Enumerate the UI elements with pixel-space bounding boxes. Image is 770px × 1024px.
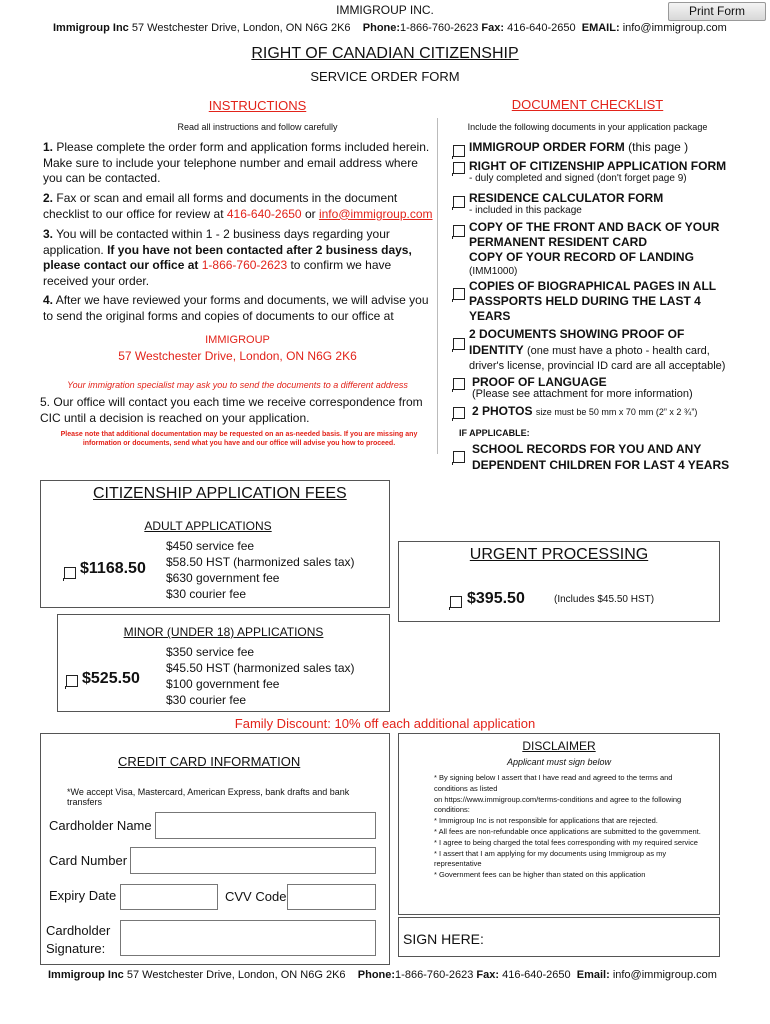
minor-fee-breakdown: $350 service fee $45.50 HST (harmonized sales tax) $100 government fee $30 courier fee (166, 645, 355, 707)
card-number-input[interactable] (130, 847, 376, 874)
checkbox-identity[interactable] (453, 338, 465, 350)
checklist-heading: DOCUMENT CHECKLIST (511, 97, 664, 112)
specialist-note: Your immigration specialist may ask you to send the documents to a different address (67, 380, 408, 390)
adult-price: $1168.50 (80, 560, 146, 577)
office-name: IMMIGROUP (205, 334, 270, 346)
checklist-item-language-note: (Please see attachment for more information) (472, 388, 693, 400)
cvv-code-label: CVV Code (225, 889, 287, 904)
checklist-item-application-note: - duly completed and signed (don't forget page 9) (469, 173, 687, 184)
checklist-item-school-records: SCHOOL RECORDS FOR YOU AND ANY DEPENDENT CHILDREN FOR LAST 4 YEARS (472, 442, 730, 473)
checkbox-language[interactable] (453, 378, 465, 390)
checkbox-adult-application[interactable] (64, 567, 76, 579)
expiry-date-input[interactable] (120, 884, 218, 910)
column-divider (437, 118, 438, 454)
checklist-item-landing-note: (IMM1000) (469, 266, 518, 277)
instructions-subheading: Read all instructions and follow carefully (177, 122, 338, 132)
payment-methods-note: *We accept Visa, Mastercard, American Express, bank drafts and bank transfers (67, 787, 350, 807)
minor-price: $525.50 (82, 670, 140, 687)
cardholder-signature-label: Cardholder Signature: (46, 923, 111, 956)
minor-applications-heading: MINOR (UNDER 18) APPLICATIONS (123, 625, 324, 639)
checklist-item-order-form: IMMIGROUP ORDER FORM (this page ) (469, 140, 689, 154)
instructions-heading: INSTRUCTIONS (208, 98, 307, 113)
instruction-step-4: 4. After we have reviewed your forms and documents, we will advise you to send the original forms and copies of documents to our office at (43, 293, 429, 323)
checkbox-pr-card[interactable] (453, 225, 465, 237)
checkbox-application-form[interactable] (453, 162, 465, 174)
instruction-step-2: 2. Fax or scan and email all forms and documents in the document checklist to our office for review at 416-640-2650 or info@immigroup.com (43, 191, 433, 221)
family-discount: Family Discount: 10% off each additional application (234, 716, 536, 731)
urgent-hst-note: (Includes $45.50 HST) (554, 594, 655, 605)
urgent-processing-heading: URGENT PROCESSING (469, 546, 649, 563)
urgent-price: $395.50 (467, 590, 525, 607)
adult-fee-breakdown: $450 service fee $58.50 HST (harmonized sales tax) $630 government fee $30 courier fee (166, 539, 355, 601)
company-name: IMMIGROUP INC. (336, 3, 434, 17)
checklist-item-identity: 2 DOCUMENTS SHOWING PROOF OF IDENTITY (one must have a photo - health card, driver's license, provincial ID card are all acceptable) (469, 327, 726, 373)
header-contact: Immigroup Inc 57 Westchester Drive, London, ON N6G 2K6 Phone:1-866-760-2623 Fax: 416-640-2650 EMAIL: info@immigroup.com (53, 22, 727, 34)
checklist-item-record-of-landing: COPY OF YOUR RECORD OF LANDING (469, 250, 694, 264)
checklist-item-language: PROOF OF LANGUAGE (472, 375, 607, 389)
instruction-step-5: 5. Our office will contact you each time we receive correspondence from CIC until a decision is reached on your application. (40, 395, 423, 425)
checkbox-school-records[interactable] (453, 451, 465, 463)
expiry-date-label: Expiry Date (49, 888, 117, 903)
disclaimer-subheading: Applicant must sign below (506, 757, 612, 767)
if-applicable-label: IF APPLICABLE: (459, 428, 530, 438)
instruction-step-3: 3. You will be contacted within 1 - 2 business days regarding your application. If you have not been contacted after 2 business days, please contact our office at 1-866-760-2623 to confirm we have received your order. (43, 227, 412, 288)
checkbox-order-form[interactable] (453, 145, 465, 157)
checkbox-residence-calculator[interactable] (453, 196, 465, 208)
checkbox-minor-application[interactable] (66, 675, 78, 687)
checklist-item-application-form: RIGHT OF CITIZENSHIP APPLICATION FORM (469, 159, 727, 173)
disclaimer-heading: DISCLAIMER (522, 739, 596, 753)
checkbox-passports[interactable] (453, 288, 465, 300)
email-link[interactable]: info@immigroup.com (318, 206, 433, 221)
print-form-button[interactable]: Print Form (668, 2, 766, 21)
cardholder-signature-input[interactable] (120, 920, 376, 956)
page-title: RIGHT OF CANADIAN CITIZENSHIP (251, 45, 519, 62)
missing-docs-note: Please note that additional documentation may be requested on an as-needed basis. If you are missing any information or documents, send what you have and our office will advise you how to proceed. (60, 431, 418, 448)
checklist-item-residence-calculator: RESIDENCE CALCULATOR FORM (469, 191, 664, 205)
cardholder-name-input[interactable] (155, 812, 376, 839)
checklist-item-photos: 2 PHOTOS size must be 50 mm x 70 mm (2” x 2 ¾”) (472, 404, 698, 418)
checkbox-urgent-processing[interactable] (450, 596, 462, 608)
checklist-item-pr-card: COPY OF THE FRONT AND BACK OF YOUR PERMANENT RESIDENT CARD (469, 220, 720, 249)
cvv-code-input[interactable] (287, 884, 376, 910)
footer-contact: Immigroup Inc 57 Westchester Drive, London, ON N6G 2K6 Phone:1-866-760-2623 Fax: 416-640-2650 Email: info@immigroup.com (48, 969, 717, 981)
sign-here-label: SIGN HERE: (403, 931, 484, 947)
cardholder-name-label: Cardholder Name (49, 818, 152, 833)
checklist-item-passports: COPIES OF BIOGRAPHICAL PAGES IN ALL PASSPORTS HELD DURING THE LAST 4 YEARS (469, 279, 716, 323)
credit-card-heading: CREDIT CARD INFORMATION (118, 754, 301, 769)
checklist-item-residence-note: - included in this package (469, 205, 582, 216)
fees-heading: CITIZENSHIP APPLICATION FEES (93, 485, 347, 502)
checklist-subheading: Include the following documents in your application package (467, 122, 708, 132)
disclaimer-terms: * By signing below I assert that I have read and agreed to the terms and conditions as listed on https://www.immigroup.com/terms-conditions and agree to the following conditions: * Immigroup Inc is not responsible for applications that are rejected. * All fees are non-refundable once applications are submitted to the government. * I agree to being charged the total fees corresponding with my required service * I assert that I am applying for my documents using Immigroup as my representative * Government fees can be higher than stated on this application (434, 773, 701, 880)
instruction-step-1: 1. Please complete the order form and application forms included herein. Make sure to include your telephone number and email address where you can be contacted. (43, 140, 430, 186)
adult-applications-heading: ADULT APPLICATIONS (144, 519, 272, 533)
card-number-label: Card Number (49, 853, 128, 868)
office-address: 57 Westchester Drive, London, ON N6G 2K6 (118, 349, 357, 363)
page-subtitle: SERVICE ORDER FORM (310, 69, 460, 84)
checkbox-photos[interactable] (453, 407, 465, 419)
